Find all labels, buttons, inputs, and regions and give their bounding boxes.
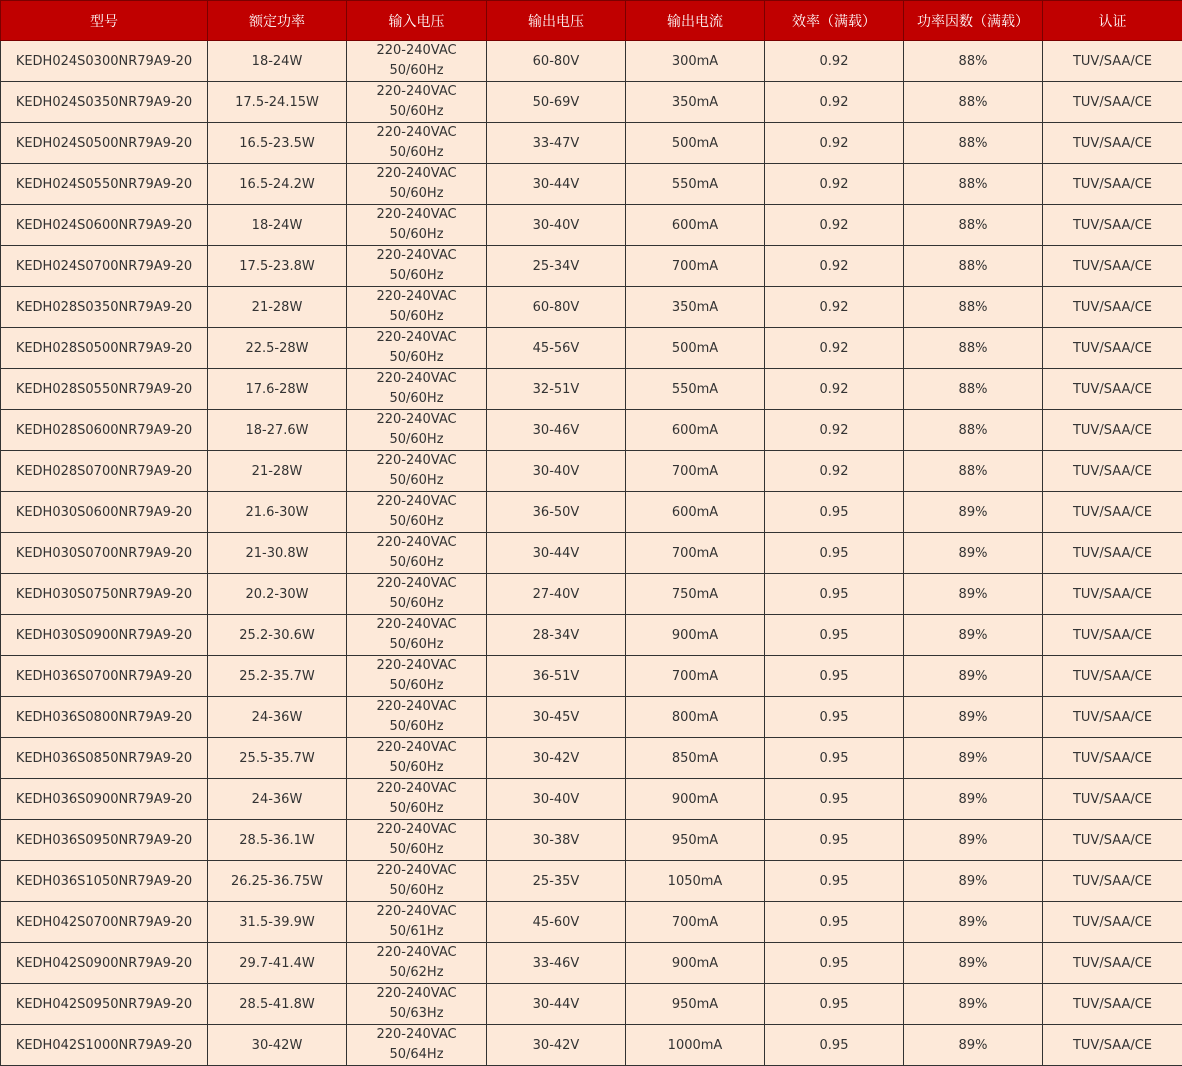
cell-input-voltage (347, 369, 487, 410)
cell-output-voltage: 30-42V (487, 738, 626, 779)
input-frequency: 50/60Hz (347, 389, 486, 409)
cell-power-factor: 89% (904, 902, 1043, 943)
cell-output-current: 750mA (626, 574, 765, 615)
cell-input-voltage (347, 287, 487, 328)
input-frequency: 50/60Hz (347, 635, 486, 655)
cell-output-current: 600mA (626, 205, 765, 246)
cell-model: KEDH036S0700NR79A9-20 (1, 656, 208, 697)
input-frequency: 50/60Hz (347, 799, 486, 819)
cell-input-voltage (347, 123, 487, 164)
input-frequency: 50/64Hz (347, 1045, 486, 1065)
cell-output-current: 850mA (626, 738, 765, 779)
cell-output-current: 900mA (626, 779, 765, 820)
cell-efficiency: 0.92 (765, 451, 904, 492)
cell-power-factor: 88% (904, 123, 1043, 164)
cell-power-factor: 89% (904, 738, 1043, 779)
cell-input-voltage (347, 820, 487, 861)
input-voltage-range: 220-240VAC (347, 369, 486, 389)
cell-power-factor: 89% (904, 615, 1043, 656)
cell-certification: TUV/SAA/CE (1043, 779, 1182, 820)
cell-output-current: 350mA (626, 287, 765, 328)
header-certification: 认证 (1043, 1, 1182, 41)
cell-power-factor: 89% (904, 861, 1043, 902)
header-model: 型号 (1, 1, 208, 41)
input-frequency: 50/60Hz (347, 348, 486, 368)
cell-rated-power: 25.5-35.7W (208, 738, 347, 779)
cell-output-voltage: 30-40V (487, 205, 626, 246)
cell-rated-power: 24-36W (208, 779, 347, 820)
table-row (1, 328, 1182, 369)
input-voltage-range: 220-240VAC (347, 164, 486, 184)
cell-certification: TUV/SAA/CE (1043, 615, 1182, 656)
cell-input-voltage (347, 697, 487, 738)
cell-certification: TUV/SAA/CE (1043, 574, 1182, 615)
cell-efficiency: 0.92 (765, 287, 904, 328)
cell-efficiency: 0.95 (765, 697, 904, 738)
cell-certification: TUV/SAA/CE (1043, 205, 1182, 246)
input-voltage-range: 220-240VAC (347, 82, 486, 102)
cell-efficiency: 0.92 (765, 164, 904, 205)
cell-certification: TUV/SAA/CE (1043, 492, 1182, 533)
cell-certification: TUV/SAA/CE (1043, 451, 1182, 492)
header-power-factor: 功率因数（满载） (904, 1, 1043, 41)
cell-model: KEDH036S0800NR79A9-20 (1, 697, 208, 738)
cell-certification: TUV/SAA/CE (1043, 287, 1182, 328)
cell-model: KEDH042S1000NR79A9-20 (1, 1025, 208, 1066)
header-row (1, 1, 1182, 41)
cell-efficiency: 0.95 (765, 861, 904, 902)
cell-output-current: 500mA (626, 328, 765, 369)
input-frequency: 50/60Hz (347, 676, 486, 696)
header-input-voltage: 输入电压 (347, 1, 487, 41)
table-row (1, 246, 1182, 287)
table-row (1, 287, 1182, 328)
cell-power-factor: 89% (904, 656, 1043, 697)
cell-efficiency: 0.92 (765, 410, 904, 451)
cell-efficiency: 0.95 (765, 820, 904, 861)
input-voltage-range: 220-240VAC (347, 902, 486, 922)
input-voltage-range: 220-240VAC (347, 451, 486, 471)
cell-rated-power: 16.5-24.2W (208, 164, 347, 205)
cell-output-voltage: 30-46V (487, 410, 626, 451)
cell-rated-power: 28.5-36.1W (208, 820, 347, 861)
input-frequency: 50/61Hz (347, 922, 486, 942)
cell-rated-power: 17.6-28W (208, 369, 347, 410)
cell-model: KEDH024S0550NR79A9-20 (1, 164, 208, 205)
table-row (1, 451, 1182, 492)
input-frequency: 50/63Hz (347, 1004, 486, 1024)
input-voltage-range: 220-240VAC (347, 779, 486, 799)
cell-output-current: 700mA (626, 451, 765, 492)
input-voltage-range: 220-240VAC (347, 861, 486, 881)
cell-input-voltage (347, 984, 487, 1025)
input-frequency: 50/60Hz (347, 225, 486, 245)
cell-output-current: 550mA (626, 164, 765, 205)
input-frequency: 50/60Hz (347, 266, 486, 286)
cell-output-voltage: 30-44V (487, 984, 626, 1025)
cell-model: KEDH024S0300NR79A9-20 (1, 41, 208, 82)
input-voltage-range: 220-240VAC (347, 820, 486, 840)
cell-output-voltage: 33-47V (487, 123, 626, 164)
cell-rated-power: 21-28W (208, 287, 347, 328)
cell-output-voltage: 36-51V (487, 656, 626, 697)
table-row (1, 902, 1182, 943)
cell-output-current: 900mA (626, 943, 765, 984)
cell-output-current: 500mA (626, 123, 765, 164)
cell-efficiency: 0.95 (765, 984, 904, 1025)
cell-model: KEDH036S0900NR79A9-20 (1, 779, 208, 820)
cell-power-factor: 88% (904, 246, 1043, 287)
cell-input-voltage (347, 574, 487, 615)
header-efficiency: 效率（满载） (765, 1, 904, 41)
cell-rated-power: 21-28W (208, 451, 347, 492)
input-voltage-range: 220-240VAC (347, 205, 486, 225)
cell-efficiency: 0.95 (765, 902, 904, 943)
cell-input-voltage (347, 943, 487, 984)
cell-output-voltage: 33-46V (487, 943, 626, 984)
cell-efficiency: 0.95 (765, 1025, 904, 1066)
table-row (1, 697, 1182, 738)
cell-output-voltage: 25-35V (487, 861, 626, 902)
table-row (1, 82, 1182, 123)
cell-input-voltage (347, 861, 487, 902)
table-body (1, 41, 1182, 1066)
header-output-voltage: 输出电压 (487, 1, 626, 41)
input-voltage-range: 220-240VAC (347, 123, 486, 143)
cell-certification: TUV/SAA/CE (1043, 369, 1182, 410)
cell-rated-power: 16.5-23.5W (208, 123, 347, 164)
cell-output-voltage: 30-44V (487, 164, 626, 205)
cell-input-voltage (347, 328, 487, 369)
input-voltage-range: 220-240VAC (347, 328, 486, 348)
cell-power-factor: 88% (904, 205, 1043, 246)
input-voltage-range: 220-240VAC (347, 410, 486, 430)
cell-input-voltage (347, 1025, 487, 1066)
cell-model: KEDH024S0500NR79A9-20 (1, 123, 208, 164)
cell-model: KEDH042S0950NR79A9-20 (1, 984, 208, 1025)
cell-model: KEDH024S0350NR79A9-20 (1, 82, 208, 123)
cell-output-current: 600mA (626, 492, 765, 533)
cell-model: KEDH036S0850NR79A9-20 (1, 738, 208, 779)
cell-certification: TUV/SAA/CE (1043, 697, 1182, 738)
input-voltage-range: 220-240VAC (347, 943, 486, 963)
header-output-current: 输出电流 (626, 1, 765, 41)
input-voltage-range: 220-240VAC (347, 1025, 486, 1045)
input-frequency: 50/60Hz (347, 430, 486, 450)
cell-certification: TUV/SAA/CE (1043, 738, 1182, 779)
cell-power-factor: 89% (904, 492, 1043, 533)
cell-rated-power: 22.5-28W (208, 328, 347, 369)
table-row (1, 984, 1182, 1025)
table-row (1, 656, 1182, 697)
cell-model: KEDH028S0700NR79A9-20 (1, 451, 208, 492)
table-row (1, 820, 1182, 861)
cell-output-current: 700mA (626, 246, 765, 287)
cell-efficiency: 0.92 (765, 82, 904, 123)
cell-output-voltage: 45-60V (487, 902, 626, 943)
cell-model: KEDH024S0600NR79A9-20 (1, 205, 208, 246)
input-frequency: 50/62Hz (347, 963, 486, 983)
cell-output-current: 1000mA (626, 1025, 765, 1066)
input-frequency: 50/60Hz (347, 512, 486, 532)
input-voltage-range: 220-240VAC (347, 492, 486, 512)
cell-rated-power: 17.5-23.8W (208, 246, 347, 287)
cell-output-voltage: 36-50V (487, 492, 626, 533)
cell-model: KEDH028S0500NR79A9-20 (1, 328, 208, 369)
cell-power-factor: 89% (904, 820, 1043, 861)
input-voltage-range: 220-240VAC (347, 984, 486, 1004)
input-voltage-range: 220-240VAC (347, 656, 486, 676)
cell-power-factor: 89% (904, 533, 1043, 574)
cell-model: KEDH028S0550NR79A9-20 (1, 369, 208, 410)
cell-efficiency: 0.95 (765, 492, 904, 533)
input-frequency: 50/60Hz (347, 61, 486, 81)
cell-rated-power: 28.5-41.8W (208, 984, 347, 1025)
input-frequency: 50/60Hz (347, 184, 486, 204)
cell-output-current: 800mA (626, 697, 765, 738)
cell-efficiency: 0.92 (765, 328, 904, 369)
input-voltage-range: 220-240VAC (347, 533, 486, 553)
cell-certification: TUV/SAA/CE (1043, 1025, 1182, 1066)
cell-rated-power: 29.7-41.4W (208, 943, 347, 984)
cell-certification: TUV/SAA/CE (1043, 41, 1182, 82)
table-row (1, 943, 1182, 984)
cell-output-current: 550mA (626, 369, 765, 410)
cell-output-voltage: 30-38V (487, 820, 626, 861)
cell-output-voltage: 60-80V (487, 41, 626, 82)
cell-model: KEDH028S0600NR79A9-20 (1, 410, 208, 451)
cell-output-voltage: 30-44V (487, 533, 626, 574)
input-frequency: 50/60Hz (347, 717, 486, 737)
table-row (1, 41, 1182, 82)
cell-efficiency: 0.95 (765, 779, 904, 820)
cell-output-voltage: 25-34V (487, 246, 626, 287)
table-row (1, 410, 1182, 451)
cell-model: KEDH042S0700NR79A9-20 (1, 902, 208, 943)
cell-rated-power: 21.6-30W (208, 492, 347, 533)
cell-power-factor: 88% (904, 164, 1043, 205)
cell-rated-power: 30-42W (208, 1025, 347, 1066)
input-voltage-range: 220-240VAC (347, 287, 486, 307)
input-voltage-range: 220-240VAC (347, 615, 486, 635)
cell-rated-power: 31.5-39.9W (208, 902, 347, 943)
table-row (1, 574, 1182, 615)
cell-rated-power: 24-36W (208, 697, 347, 738)
cell-input-voltage (347, 492, 487, 533)
cell-output-current: 700mA (626, 656, 765, 697)
cell-output-current: 950mA (626, 984, 765, 1025)
cell-rated-power: 18-24W (208, 205, 347, 246)
cell-power-factor: 89% (904, 943, 1043, 984)
cell-input-voltage (347, 533, 487, 574)
cell-model: KEDH028S0350NR79A9-20 (1, 287, 208, 328)
input-frequency: 50/60Hz (347, 553, 486, 573)
cell-rated-power: 25.2-30.6W (208, 615, 347, 656)
cell-output-voltage: 32-51V (487, 369, 626, 410)
cell-efficiency: 0.92 (765, 123, 904, 164)
cell-input-voltage (347, 41, 487, 82)
cell-power-factor: 88% (904, 410, 1043, 451)
cell-power-factor: 88% (904, 451, 1043, 492)
cell-certification: TUV/SAA/CE (1043, 246, 1182, 287)
cell-efficiency: 0.95 (765, 615, 904, 656)
cell-rated-power: 25.2-35.7W (208, 656, 347, 697)
cell-input-voltage (347, 410, 487, 451)
cell-power-factor: 89% (904, 697, 1043, 738)
cell-input-voltage (347, 82, 487, 123)
cell-power-factor: 88% (904, 82, 1043, 123)
cell-efficiency: 0.92 (765, 41, 904, 82)
cell-output-current: 350mA (626, 82, 765, 123)
cell-rated-power: 26.25-36.75W (208, 861, 347, 902)
cell-model: KEDH024S0700NR79A9-20 (1, 246, 208, 287)
table-row (1, 492, 1182, 533)
cell-power-factor: 89% (904, 984, 1043, 1025)
table-row (1, 1025, 1182, 1066)
cell-input-voltage (347, 656, 487, 697)
cell-certification: TUV/SAA/CE (1043, 82, 1182, 123)
cell-input-voltage (347, 205, 487, 246)
input-voltage-range: 220-240VAC (347, 738, 486, 758)
cell-input-voltage (347, 902, 487, 943)
header-rated-power: 额定功率 (208, 1, 347, 41)
cell-output-current: 1050mA (626, 861, 765, 902)
cell-certification: TUV/SAA/CE (1043, 943, 1182, 984)
cell-output-voltage: 30-42V (487, 1025, 626, 1066)
cell-certification: TUV/SAA/CE (1043, 533, 1182, 574)
cell-input-voltage (347, 451, 487, 492)
table-row (1, 738, 1182, 779)
cell-power-factor: 88% (904, 369, 1043, 410)
cell-certification: TUV/SAA/CE (1043, 984, 1182, 1025)
cell-efficiency: 0.92 (765, 369, 904, 410)
input-voltage-range: 220-240VAC (347, 697, 486, 717)
cell-output-voltage: 45-56V (487, 328, 626, 369)
cell-certification: TUV/SAA/CE (1043, 123, 1182, 164)
cell-efficiency: 0.95 (765, 943, 904, 984)
cell-efficiency: 0.95 (765, 533, 904, 574)
input-frequency: 50/60Hz (347, 471, 486, 491)
cell-input-voltage (347, 246, 487, 287)
cell-output-voltage: 60-80V (487, 287, 626, 328)
cell-rated-power: 18-27.6W (208, 410, 347, 451)
cell-input-voltage (347, 779, 487, 820)
table-row (1, 615, 1182, 656)
cell-model: KEDH030S0600NR79A9-20 (1, 492, 208, 533)
cell-model: KEDH030S0900NR79A9-20 (1, 615, 208, 656)
cell-output-voltage: 30-40V (487, 451, 626, 492)
cell-output-voltage: 27-40V (487, 574, 626, 615)
cell-output-current: 600mA (626, 410, 765, 451)
cell-input-voltage (347, 615, 487, 656)
input-frequency: 50/60Hz (347, 594, 486, 614)
table-row (1, 369, 1182, 410)
table-row (1, 861, 1182, 902)
cell-certification: TUV/SAA/CE (1043, 861, 1182, 902)
cell-power-factor: 88% (904, 41, 1043, 82)
cell-power-factor: 88% (904, 328, 1043, 369)
cell-efficiency: 0.95 (765, 738, 904, 779)
cell-model: KEDH036S1050NR79A9-20 (1, 861, 208, 902)
cell-output-voltage: 50-69V (487, 82, 626, 123)
input-voltage-range: 220-240VAC (347, 246, 486, 266)
table-row (1, 123, 1182, 164)
input-frequency: 50/60Hz (347, 102, 486, 122)
table-row (1, 164, 1182, 205)
cell-rated-power: 17.5-24.15W (208, 82, 347, 123)
input-frequency: 50/60Hz (347, 143, 486, 163)
cell-power-factor: 89% (904, 779, 1043, 820)
table-row (1, 205, 1182, 246)
cell-model: KEDH030S0750NR79A9-20 (1, 574, 208, 615)
cell-input-voltage (347, 738, 487, 779)
cell-efficiency: 0.95 (765, 574, 904, 615)
cell-certification: TUV/SAA/CE (1043, 656, 1182, 697)
cell-certification: TUV/SAA/CE (1043, 164, 1182, 205)
cell-input-voltage (347, 164, 487, 205)
input-frequency: 50/60Hz (347, 758, 486, 778)
cell-efficiency: 0.95 (765, 656, 904, 697)
input-frequency: 50/60Hz (347, 307, 486, 327)
cell-power-factor: 89% (904, 1025, 1043, 1066)
cell-model: KEDH030S0700NR79A9-20 (1, 533, 208, 574)
cell-power-factor: 89% (904, 574, 1043, 615)
input-voltage-range: 220-240VAC (347, 574, 486, 594)
cell-certification: TUV/SAA/CE (1043, 820, 1182, 861)
cell-certification: TUV/SAA/CE (1043, 902, 1182, 943)
cell-efficiency: 0.92 (765, 205, 904, 246)
cell-output-voltage: 28-34V (487, 615, 626, 656)
cell-efficiency: 0.92 (765, 246, 904, 287)
table-row (1, 533, 1182, 574)
cell-rated-power: 18-24W (208, 41, 347, 82)
cell-certification: TUV/SAA/CE (1043, 328, 1182, 369)
cell-power-factor: 88% (904, 287, 1043, 328)
cell-output-current: 300mA (626, 41, 765, 82)
cell-output-current: 950mA (626, 820, 765, 861)
input-frequency: 50/60Hz (347, 840, 486, 860)
table-row (1, 779, 1182, 820)
cell-output-current: 700mA (626, 533, 765, 574)
cell-model: KEDH036S0950NR79A9-20 (1, 820, 208, 861)
cell-rated-power: 20.2-30W (208, 574, 347, 615)
input-voltage-range: 220-240VAC (347, 41, 486, 61)
cell-model: KEDH042S0900NR79A9-20 (1, 943, 208, 984)
cell-output-voltage: 30-40V (487, 779, 626, 820)
cell-rated-power: 21-30.8W (208, 533, 347, 574)
input-frequency: 50/60Hz (347, 881, 486, 901)
cell-output-voltage: 30-45V (487, 697, 626, 738)
cell-output-current: 900mA (626, 615, 765, 656)
cell-certification: TUV/SAA/CE (1043, 410, 1182, 451)
cell-output-current: 700mA (626, 902, 765, 943)
